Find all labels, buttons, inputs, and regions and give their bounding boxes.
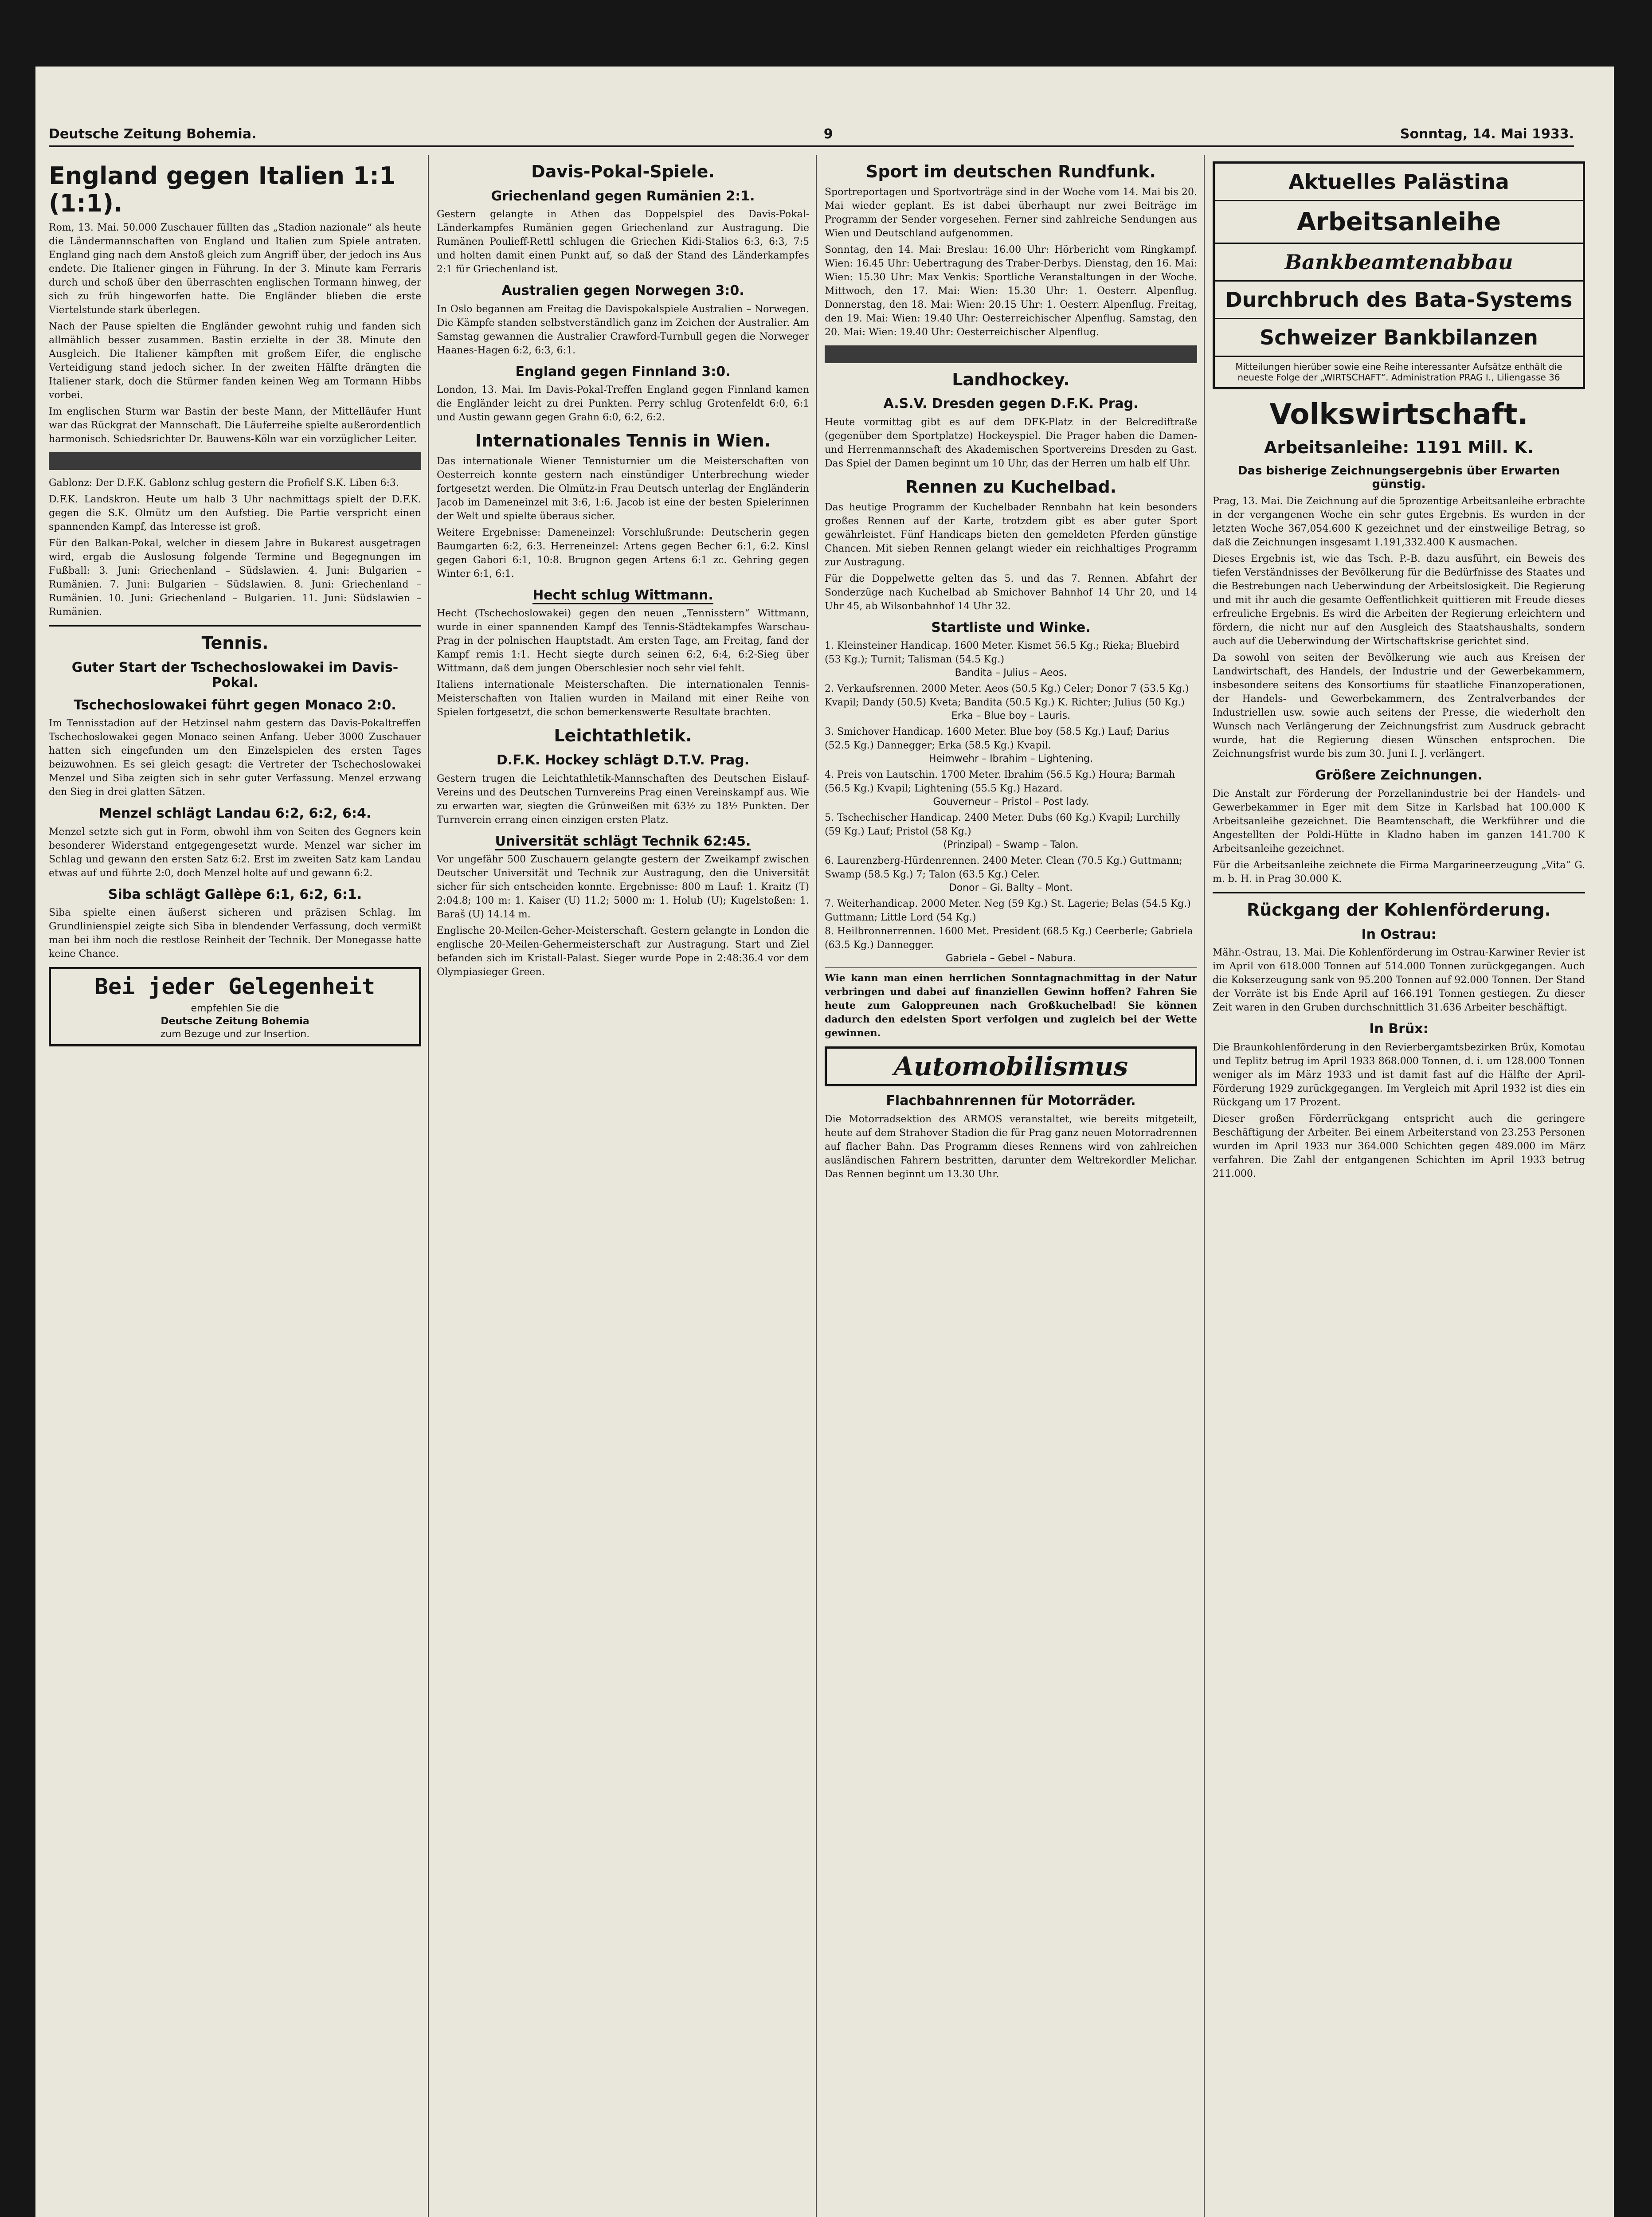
article-paragraph: Menzel setzte sich gut in Form, obwohl ihm von Seiten des Gegners kein besonderer Widerstand entgegengesetzt wurde. Menzel war sicher im Schlag und gewann den ersten Satz 6:2. Erst im zweiten Satz kam Landau etwas auf und führte 2:0, doch Menzel holte auf und gewann 6:2. [49, 826, 421, 879]
section-heading: Leichtathletik. [554, 726, 692, 746]
ad-line: empfehlen Sie die [191, 1003, 279, 1014]
race-entry: 1. Kleinsteiner Handicap. 1600 Meter. Kismet 56.5 Kg.; Rieka; Bluebird (53 Kg.); Turnit; Talisman (54.5 Kg.) [825, 640, 1180, 666]
article-paragraph: Die Anstalt zur Förderung der Porzellanindustrie bei der Handels- und Gewerbekammer in Eger mit dem Sitze in Karlsbad hat 100.000 K Arbeitsanleihe gezeichnet. Die Beamtenschaft, die Werkführer und die Angestellten der Poldi-Hütte in Kladno haben im ganzen 141.700 K Arbeitsanleihe gezeichnet. [1213, 788, 1585, 854]
article-subheadline: Menzel schlägt Landau 6:2, 6:2, 6:4. [98, 806, 372, 822]
section-heading: Rennen zu Kuchelbad. [905, 477, 1117, 497]
article-subheadline: In Brüx: [1369, 1021, 1429, 1037]
article-paragraph: Siba spielte einen äußerst sicheren und präzisen Schlag. Im Grundlinienspiel zeigte sich Siba in blendender Verfassung, doch vermißt man bei ihm noch die restlose Reinheit der Technik. Der Monegasse hatte keine Chance. [49, 907, 421, 960]
column-divider [1204, 155, 1205, 2217]
article-subheadline: D.F.K. Hockey schlägt D.T.V. Prag. [496, 752, 750, 768]
section-heading: Sport im deutschen Rundfunk. [865, 162, 1156, 181]
news-brief: D.F.K. Landskron. Heute um halb 3 Uhr nachmittags spielt der D.F.K. gegen die S.K. Olmütz um den Aufstieg. Die Partie verspricht einen spannenden Kampf, das Interesse ist groß. [49, 494, 421, 533]
masthead-rule [49, 145, 1574, 147]
article-subheadline: Größere Zeichnungen. [1315, 768, 1483, 783]
promo-topic: Durchbruch des Bata-Systems [1215, 282, 1583, 319]
section-heading: Volkswirtschaft. [1269, 398, 1528, 431]
article-paragraph: Rom, 13. Mai. 50.000 Zuschauer füllten das „Stadion nazionale“ als heute die Ländermannschaften von England und Italien zum Spiele antraten. England ging nach dem Anstoß gleich zum Angriff über, der jedoch ins Aus endete. Die Italiener gingen in Führung. In der 3. Minute kam Ferraris durch und schoß über den überraschten englischen Tormann hinweg, der sich zu früh hingeworfen hatte. Die Engländer blieben die erste Viertelstunde stark überlegen. [49, 222, 421, 316]
article-paragraph: Das internationale Wiener Tennisturnier um die Meisterschaften von Oesterreich konnte gestern nach einstündiger Unterbrechung wieder fortgesetzt werden. Die Olmütz-in Frau Deutsch unterlag der Engländerin Jacob im Dameneinzel mit 3:6, 1:6. Jacob ist eine der besten Spielerinnen der Welt und spielte überaus sicher. [437, 455, 809, 522]
newspaper-page [35, 67, 1614, 2217]
article-paragraph: Da sowohl von seiten der Bevölkerung wie auch aus Kreisen der Landwirtschaft, des Handels, der Industrie und der Gewerbekammern, insbesondere seitens des Konsortiums für staatliche Finanzoperationen, der Handels- und Gewerbekammern, des Zentralverbandes der Industriellen usw. sowie auch seitens der Presse, die wiederholt den Wunsch nach Verlängerung der Zeichnungsfrist zum Ausdruck gebracht wurde, hat die Regierung diesen Wünschen entsprochen. Die Zeichnungsfrist wurde bis zum 30. Juni I. J. verlängert. [1213, 652, 1585, 760]
separator [825, 967, 1197, 968]
race-entry: 4. Preis von Lautschin. 1700 Meter. Ibrahim (56.5 Kg.) Houra; Barmah (56.5 Kg.) Kvapil; Lightening (55.5 Kg.) Hazard. [825, 769, 1175, 795]
article-paragraph: Heute vormittag gibt es auf dem DFK-Platz in der Belcrediftraße (gegenüber dem Sportplatze) Hockeyspiel. Die Prager haben die Damen- und Herrenmannschaft des Akademischen Sportvereins Dresden zu Gast. Das Spiel der Damen beginnt um 10 Uhr, das der Herren um halb elf Uhr. [825, 416, 1197, 469]
masthead [49, 115, 1574, 142]
section-heading: Landhockey. [952, 369, 1070, 389]
issue-date: Sonntag, 14. Mai 1933. [1400, 126, 1574, 142]
race-tip: Bandita – Julius – Aeos. [955, 667, 1067, 679]
race-tip: (Prinzipal) – Swamp – Talon. [943, 839, 1079, 851]
section-heading: Internationales Tennis in Wien. [475, 431, 771, 451]
article-subheadline: Tschechoslowakei führt gegen Monaco 2:0. [74, 697, 396, 713]
article-paragraph: Das heutige Programm der Kuchelbader Rennbahn hat kein besonders großes Rennen auf der Karte, trotzdem gibt es aber guter Sport gewährleistet. Fünf Handicaps bieten den gemeldeten Pferden günstige Chancen. Mit sieben Rennen gelangt wieder ein reichhaltiges Programm zur Austragung. [825, 501, 1197, 568]
column-4 [1213, 155, 1585, 2217]
masthead-title: Deutsche Zeitung Bohemia. [49, 126, 257, 142]
column-3 [825, 155, 1197, 2217]
section-rule [1213, 892, 1585, 893]
section-rule [49, 625, 421, 627]
article-headline: Guter Start der Tschechoslowakei im Davis-Pokal. [71, 659, 399, 691]
wirtschaft-promo-box [1213, 161, 1585, 389]
race-entry: 3. Smichover Handicap. 1600 Meter. Blue boy (58.5 Kg.) Lauf; Darius (52.5 Kg.) Dannegger; Erka (58.5 Kg.) Kvapil. [825, 726, 1170, 752]
race-tip: Heimwehr – Ibrahim – Lightening. [929, 753, 1093, 765]
article-headline: Rückgang der Kohlenförderung. [1246, 900, 1551, 920]
promo-paragraph: Wie kann man einen herrlichen Sonntagnachmittag in der Natur verbringen und dabei auf finanziellen Gewinn hoffen? Fahren Sie heute zum Galoppreunen nach Großkuchelbad! Sie können dadurch den edelsten Sport verfolgen und zugleich bei der Wette gewinnen. [825, 972, 1197, 1039]
race-results [825, 639, 1197, 964]
article-subheadline: Startliste und Winke. [931, 619, 1091, 635]
promo-topic: Aktuelles Palästina [1215, 164, 1583, 201]
news-brief: Gablonz: Der D.F.K. Gablonz schlug gestern die Profielf S.K. Liben 6:3. [49, 478, 399, 489]
article-headline: England gegen Italien 1:1 (1:1). [49, 162, 396, 218]
article-paragraph: Italiens internationale Meisterschaften. Die internationalen Tennis-Meisterschaften von Italien wurden in Mailand mit einer Reihe von Spielen fortgesetzt, die schon bemerkenswerte Resultate brachten. [437, 679, 809, 718]
race-entry: 7. Weiterhandicap. 2000 Meter. Neg (59 Kg.) St. Lagerie; Belas (54.5 Kg.) Guttmann; Little Lord (54 Kg.) [825, 898, 1191, 924]
article-subheadline [437, 834, 809, 850]
article-paragraph: Gestern gelangte in Athen das Doppelspiel des Davis-Pokal-Länderkampfes Rumänien gegen Griechenland zur Austragung. Die Rumänen Poulieff-Rettl schlugen die Griechen Kidi-Stalios 6:3, 6:3, 7:5 und holten damit einen Punkt auf, so daß der Stand des Länderkampfes 2:1 für Griechenland ist. [437, 209, 809, 275]
article-paragraph: Sportreportagen und Sportvorträge sind in der Woche vom 14. Mai bis 20. Mai wieder geplant. Es ist dabei überhaupt nur zwei Beiträge im Programm der Sender vorgesehen. Ferner sind zahlreiche Sendungen aus Wien und Deutschland aufgenommen. [825, 186, 1197, 239]
article-subheadline: In Ostrau: [1361, 926, 1437, 942]
promo-topic: Arbeitsanleihe [1215, 201, 1583, 244]
race-tip: Erka – Blue boy – Lauris. [951, 710, 1071, 722]
article-paragraph: Nach der Pause spielten die Engländer gewohnt ruhig und fanden sich allmählich besser zusammen. Bastin erzielte in der 38. Minute den Ausgleich. Die Italiener kämpften mit großem Eifer, die englische Verteidigung stand jedoch sicher. In der zweiten Hälfte drängten die Italiener stark, doch die Stürmer fanden keinen Weg am Tormann Hibbs vorbei. [49, 321, 421, 401]
race-entry: 5. Tschechischer Handicap. 2400 Meter. Dubs (60 Kg.) Kvapil; Lurchilly (59 Kg.) Lauf; Pristol (58 Kg.) [825, 812, 1180, 838]
radio-schedule: Sonntag, den 14. Mai: Breslau: 16.00 Uhr: Hörbericht vom Ringkampf. Wien: 16.45 Uhr: Uebertragung des Traber-Derbys. Dienstag, den 16. Mai: Wien: 15.30 Uhr: Max Venkis: Sportliche Veranstaltungen in der Woche. Mittwoch, den 17. Mai: Wien: 15.30 Uhr: 1. Oesterr. Alpenflug. Donnerstag, den 18. Mai: Wien: 20.15 Uhr: 1. Oesterr. Alpenflug. Freitag, den 19. Mai: Wien: 19.40 Uhr: Oesterreichischer Alpenflug. Samstag, den 20. Mai: Wien: 19.40 Uhr: Oesterreichischer Alpenflug. [825, 244, 1197, 338]
race-tip: Gabriela – Gebel – Nabura. [945, 953, 1077, 964]
article-subheadline: Das bisherige Zeichnungsergebnis über Erwarten günstig. [1237, 464, 1560, 491]
article-paragraph: Vor ungefähr 500 Zuschauern gelangte gestern der Zweikampf zwischen Deutscher Universität und Technik zur Austragung, den die Universität sicher für sich entscheiden konnte. Ergebnisse: 800 m Lauf: 1. Kraitz (T) 2:04.8; 100 m: 1. Kaiser (U) 11.2; 5000 m: 1. Holub (U); Kugelstoßen: 1. Baraš (U) 14.14 m. [437, 854, 809, 920]
article-subheadline: England gegen Finnland 3:0. [515, 364, 731, 380]
article-paragraph: Im Tennisstadion auf der Hetzinsel nahm gestern das Davis-Pokaltreffen Tschechoslowakei gegen Monaco seinen Anfang. Ueber 3000 Zuschauer hatten sich eingefunden um den Einzelspielen des ersten Tages beizuwohnen. Es sei gleich gesagt: die Vertreter der Tschechoslowakei Menzel und Siba zeigten sich in sehr guter Verfassung. Menzel erzwang den Sieg in drei glatten Sätzen. [49, 718, 421, 798]
article-paragraph: London, 13. Mai. Im Davis-Pokal-Treffen England gegen Finnland kamen die Engländer leicht zu drei Punkten. Perry schlug Grotenfeldt 6:0, 6:1 und Austin gewann gegen Grahn 6:0, 6:2, 6:2. [437, 384, 809, 423]
subheadline-text: Hecht schlug Wittmann. [532, 588, 713, 604]
article-headline: Arbeitsanleihe: 1191 Mill. K. [1264, 438, 1534, 457]
ad-line: Deutsche Zeitung Bohemia [161, 1016, 309, 1027]
article-paragraph: In Oslo begannen am Freitag die Davispokalspiele Australien – Norwegen. Die Kämpfe standen selbstverständlich ganz im Zeichen der Australier. Am Samstag gewannen die Australier Crawford-Turnbull gegen die Norweger Haanes-Hagen 6:2, 6:3, 6:1. [437, 303, 809, 356]
subheadline-text: Universität schlägt Technik 62:45. [495, 834, 751, 850]
race-tip: Donor – Gi. Ballty – Mont. [949, 882, 1073, 894]
article-paragraph: Weitere Ergebnisse: Dameneinzel: Vorschlußrunde: Deutscherin gegen Baumgarten 6:2, 6:3. Herreneinzel: Artens gegen Becher 6:1, 6:2. Kinsl gegen Gabori 6:1, 10:8. Brugnon gegen Artens 6:1 zc. Gehring gegen Winter 6:1, 6:1. [437, 527, 809, 580]
article-paragraph: Für die Arbeitsanleihe zeichnete die Firma Margarineerzeugung „Vita“ G. m. b. H. in Prag 30.000 K. [1213, 859, 1585, 885]
article-subheadline: Griechenland gegen Rumänien 2:1. [491, 188, 755, 204]
article-paragraph: Dieses Ergebnis ist, wie das Tsch. P.-B. dazu ausführt, ein Beweis des tiefen Verständnisses der Bevölkerung für die Bedürfnisse des Staates und die Bestrebungen nach Ueberwindung der Arbeitslosigkeit. Die Regierung und mit ihr auch die gesamte Oeffentlichkeit quittieren mit Freude dieses erfreuliche Ergebnis. Es wird die Arbeiten der Regierung erleichtern und fördern, die nicht nur auf den Ausgleich des Staatshaushalts, sondern auch auf die Ueberwindung der Wirtschaftskrise gerichtet sind. [1213, 553, 1585, 647]
section-heading: Davis-Pokal-Spiele. [531, 162, 715, 181]
news-brief: Für den Balkan-Pokal, welcher in diesem Jahre in Bukarest ausgetragen wird, ergab die Auslosung folgende Termine und Begegnungen im Fußball: 3. Juni: Griechenland – Südslawien. 4. Juni: Bulgarien – Rumänien. 7. Juni: Bulgarien – Südslawien. 8. Juni: Griechenland – Rumänien. 10. Juni: Griechenland – Bulgarien. 11. Juni: Südslawien – Rumänien. [49, 538, 421, 618]
column-1 [49, 155, 421, 2217]
article-paragraph: Gestern trugen die Leichtathletik-Mannschaften des Deutschen Eislauf-Vereins und des Deutschen Turnvereins Prag einen Vereinskampf aus. Wie zu erwarten war, siegten die Grünweißen mit 63½ zu 18½ Punkten. Der Turnverein errang einen einzigen ersten Platz. [437, 773, 809, 826]
article-subheadline [437, 588, 809, 603]
section-divider [825, 345, 1197, 363]
race-entry: 2. Verkaufsrennen. 2000 Meter. Aeos (50.5 Kg.) Celer; Donor 7 (53.5 Kg.) Kvapil; Dandy (50.5) Kveta; Bandita (50.5 Kg.) K. Richter; Julius (50 Kg.) [825, 683, 1189, 709]
race-tip: Gouverneur – Pristol – Post lady. [933, 796, 1089, 808]
page-number: 9 [823, 126, 833, 142]
section-divider [49, 452, 421, 470]
article-paragraph: Im englischen Sturm war Bastin der beste Mann, der Mittelläufer Hunt war das Rückgrat der Mannschaft. Die Läuferreihe spielte außerordentlich harmonisch. Schiedsrichter Dr. Bauwens-Köln war ein vorzüglicher Leiter. [49, 406, 421, 445]
article-paragraph: Hecht (Tschechoslowakei) gegen den neuen „Tennisstern“ Wittmann, wurde in einer spannenden Kampf des Tennis-Städtekampfes Warschau-Prag in der polnischen Hauptstadt. Am ersten Tage, am Freitag, fand der Kampf remis 1:1. Hecht siegte durch seinen 6:2, 6:4, 6:2-Sieg über Wittmann, daß dem jungen Oberschlesier noch sehr viel fehlt. [437, 608, 809, 674]
article-subheadline: Flachbahnrennen für Motorräder. [886, 1093, 1136, 1109]
article-paragraph: Mähr.-Ostrau, 13. Mai. Die Kohlenförderung im Ostrau-Karwiner Revier ist im April von 618.000 Tonnen auf 514.000 Tonnen zurückgegangen. Auch die Kokserzeugung sank von 95.200 Tonnen auf 92.000 Tonnen. Der Stand der Vorräte ist bis Ende April auf 166.191 Tonnen gestiegen. Zu dieser Zeit waren in den Gruben durchschnittlich 31.636 Arbeiter beschäftigt. [1213, 947, 1585, 1014]
section-banner: Automobilismus [825, 1046, 1197, 1086]
section-heading: Tennis. [201, 633, 269, 653]
article-paragraph: Englische 20-Meilen-Geher-Meisterschaft. Gestern gelangte in London die englische 20-Meilen-Gehermeisterschaft zur Austragung. Start und Ziel befanden sich im Kristall-Palast. Sieger wurde Pope in 2:48:36.4 vor dem Olympiasieger Green. [437, 925, 809, 978]
promo-note: Mitteilungen hierüber sowie eine Reihe interessanter Aufsätze enthält die neueste Folge der „WIRTSCHAFT“. Administration PRAG I., Liliengasse 36 [1235, 361, 1562, 383]
article-subheadline: Siba schlägt Gallèpe 6:1, 6:2, 6:1. [108, 886, 362, 902]
race-entry: 6. Laurenzberg-Hürdenrennen. 2400 Meter. Clean (70.5 Kg.) Guttmann; Swamp (58.5 Kg.) 7; Talon (63.5 Kg.) Celer. [825, 855, 1182, 881]
ad-line: zum Bezuge und zur Insertion. [160, 1029, 310, 1040]
promo-topic: Bankbeamtenabbau [1215, 244, 1583, 282]
article-paragraph: Die Braunkohlenförderung in den Revierbergamtsbezirken Brüx, Komotau und Teplitz betrug im April 1933 868.000 Tonnen, d. i. um 128.000 Tonnen weniger als im März 1933 und ist damit fast auf die Hälfte der April-Förderung 1929 zurückgegangen. Im Vergleich mit April 1932 ist dies ein Rückgang um 17 Prozent. [1213, 1042, 1585, 1108]
house-advertisement [49, 967, 421, 1046]
race-entry: 8. Heilbronnerrennen. 1600 Met. President (68.5 Kg.) Ceerberle; Gabriela (63.5 Kg.) Dannegger. [825, 926, 1193, 951]
article-paragraph: Dieser großen Förderrückgang entspricht auch die geringere Beschäftigung der Arbeiter. Bei einem Arbeiterstand von 23.253 Personen wurden im April 1933 nur 364.000 Schichten gegen 489.000 im März verfahren. Die Zahl der entgangenen Schichten im April 1933 betrug 211.000. [1213, 1113, 1585, 1179]
promo-topic: Schweizer Bankbilanzen [1215, 319, 1583, 357]
article-paragraph: Die Motorradsektion des ARMOS veranstaltet, wie bereits mitgeteilt, heute auf dem Strahover Stadion die für Prag ganz neuen Motorradrennen auf flacher Bahn. Das Programm dieses Rennens wird von zahlreichen ausländischen Fahrern bestritten, darunter dem Weltrekordler Melichar. Das Rennen beginnt um 13.30 Uhr. [825, 1113, 1197, 1180]
column-divider [428, 155, 429, 2217]
article-paragraph: Prag, 13. Mai. Die Zeichnung auf die 5prozentige Arbeitsanleihe erbrachte in der vergangenen Woche ein sehr gutes Ergebnis. Es wurden in der letzten Woche 367,054.600 K gezeichnet und der einstweilige Betrag, so daß die Zeichnungen insgesamt 1.191,332.400 K ausmachen. [1213, 496, 1585, 548]
article-subheadline: A.S.V. Dresden gegen D.F.K. Prag. [883, 396, 1139, 412]
ad-headline: Bei jeder Gelegenheit [94, 974, 376, 1000]
column-divider [816, 155, 817, 2217]
article-subheadline: Australien gegen Norwegen 3:0. [501, 283, 744, 299]
article-paragraph: Für die Doppelwette gelten das 5. und das 7. Rennen. Abfahrt der Sonderzüge nach Kuchelbad ab Smichover Bahnhof 14 Uhr 20, und 14 Uhr 45, ab Wilsonbahnhof 14 Uhr 32. [825, 573, 1197, 612]
column-2 [437, 155, 809, 2217]
